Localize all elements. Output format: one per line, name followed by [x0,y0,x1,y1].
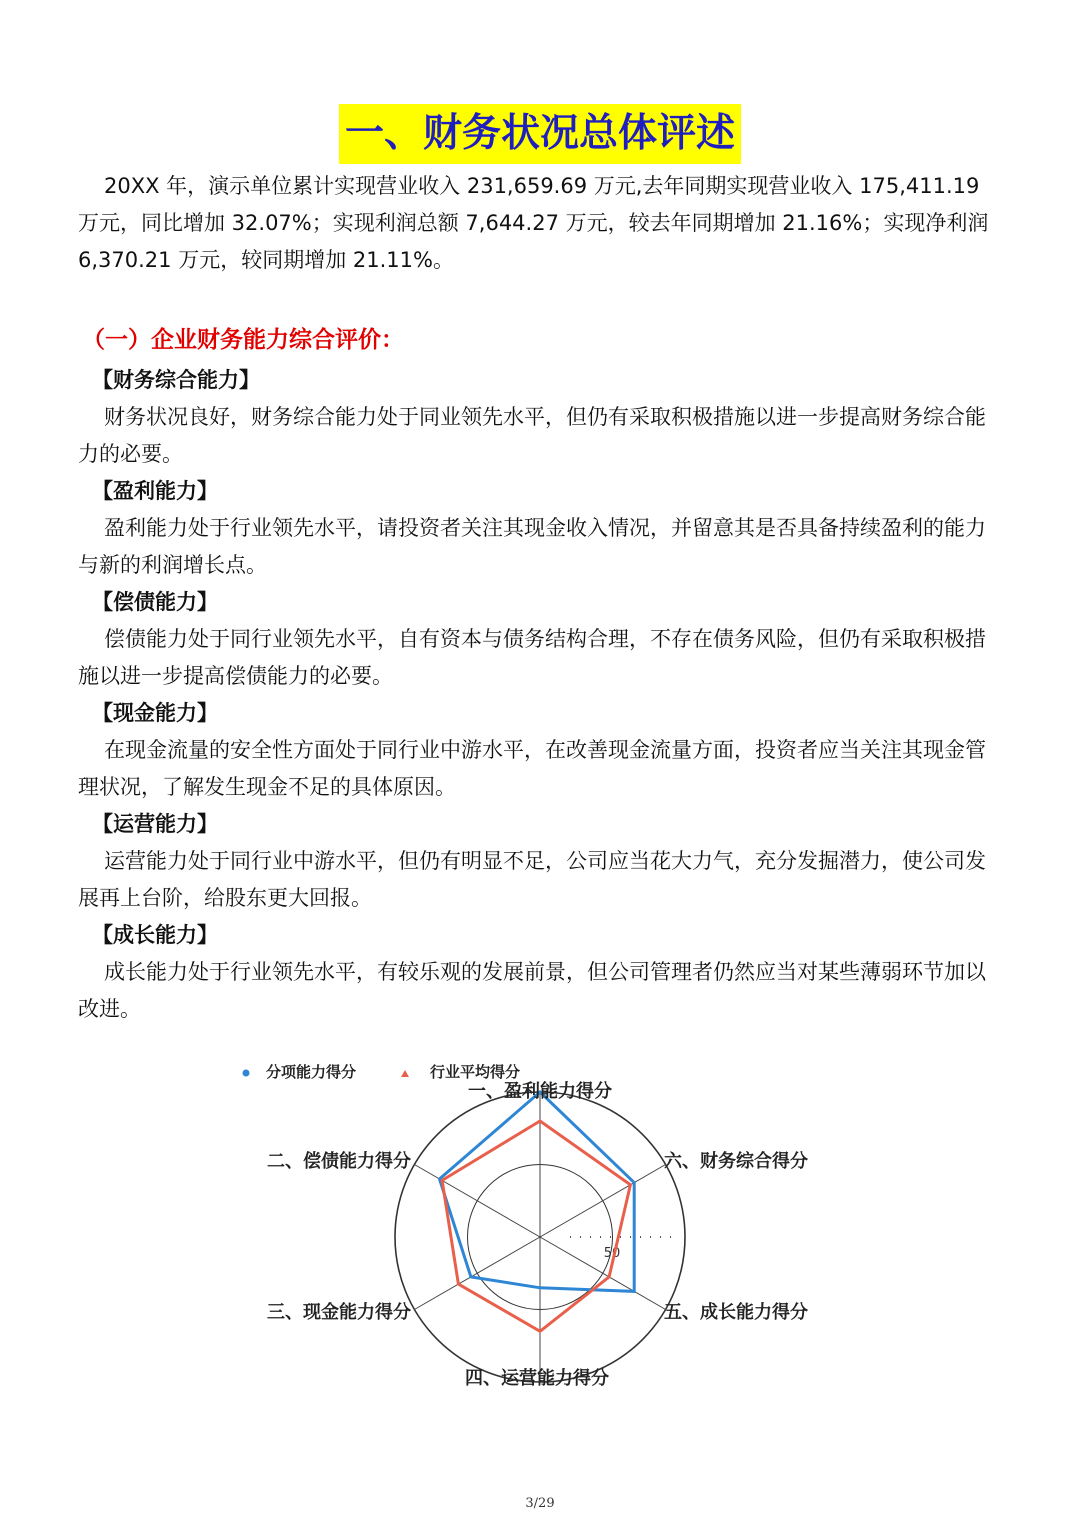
ring-label: 50 [603,1246,621,1261]
ability-list [78,362,1002,1028]
section-title: （一）企业财务能力综合评价： [82,327,404,353]
item-text-operation: 运营能力处于同行业中游水平，但仍有明显不足，公司应当花大力气，充分发掘潜力，使公司发展再上台阶，给股东更大回报。 [78,849,986,910]
radar-chart-svg [230,1050,850,1400]
page-number: 3/29 [525,1496,555,1511]
item-text-financial: 财务状况良好，财务综合能力处于同业领先水平，但仍有采取积极措施以进一步提高财务综合能力的必要。 [78,405,986,466]
axis-spoke [414,1165,540,1238]
item-heading-financial: 【财务综合能力】 [92,368,260,392]
axis-label: 四、运营能力得分 [465,1368,609,1389]
legend-label: 行业平均得分 [430,1063,521,1081]
legend-marker-circle [243,1070,250,1077]
item-heading-solvency: 【偿债能力】 [92,590,218,614]
legend-label: 分项能力得分 [266,1063,357,1081]
axis-label: 六、财务综合得分 [664,1151,808,1172]
item-heading-profit: 【盈利能力】 [92,479,218,503]
legend-marker-triangle [401,1070,409,1077]
item-heading-cash: 【现金能力】 [92,701,218,725]
item-heading-operation: 【运营能力】 [92,812,218,836]
intro-paragraph: 20XX 年，演示单位累计实现营业收入 231,659.69 万元,去年同期实现营业收入 175,411.19 万元，同比增加 32.07%；实现利润总额 7,644.27 万元，较去年同期增加 21.16%；实现净利润 6,370.21 万元，较同期增加 21.11%。 [78,174,989,272]
axis-label: 二、偿债能力得分 [267,1151,411,1172]
radar-chart [230,1050,850,1400]
item-text-solvency: 偿债能力处于同行业领先水平，自有资本与债务结构合理，不存在债务风险，但仍有采取积极措施以进一步提高偿债能力的必要。 [78,627,986,688]
item-heading-growth: 【成长能力】 [92,923,218,947]
item-text-profit: 盈利能力处于行业领先水平，请投资者关注其现金收入情况，并留意其是否具备持续盈利的能力与新的利润增长点。 [78,516,986,577]
axis-label: 三、现金能力得分 [267,1302,411,1323]
page-title: 一、财务状况总体评述 [339,104,741,164]
axis-spoke [540,1165,666,1238]
axis-label: 五、成长能力得分 [664,1302,808,1323]
axis-label: 一、盈利能力得分 [468,1081,612,1102]
title-wrap [0,104,1080,164]
axis-spoke [414,1237,540,1310]
item-text-growth: 成长能力处于行业领先水平，有较乐观的发展前景，但公司管理者仍然应当对某些薄弱环节加以改进。 [78,960,986,1021]
item-text-cash: 在现金流量的安全性方面处于同行业中游水平，在改善现金流量方面，投资者应当关注其现金管理状况，了解发生现金不足的具体原因。 [78,738,986,799]
